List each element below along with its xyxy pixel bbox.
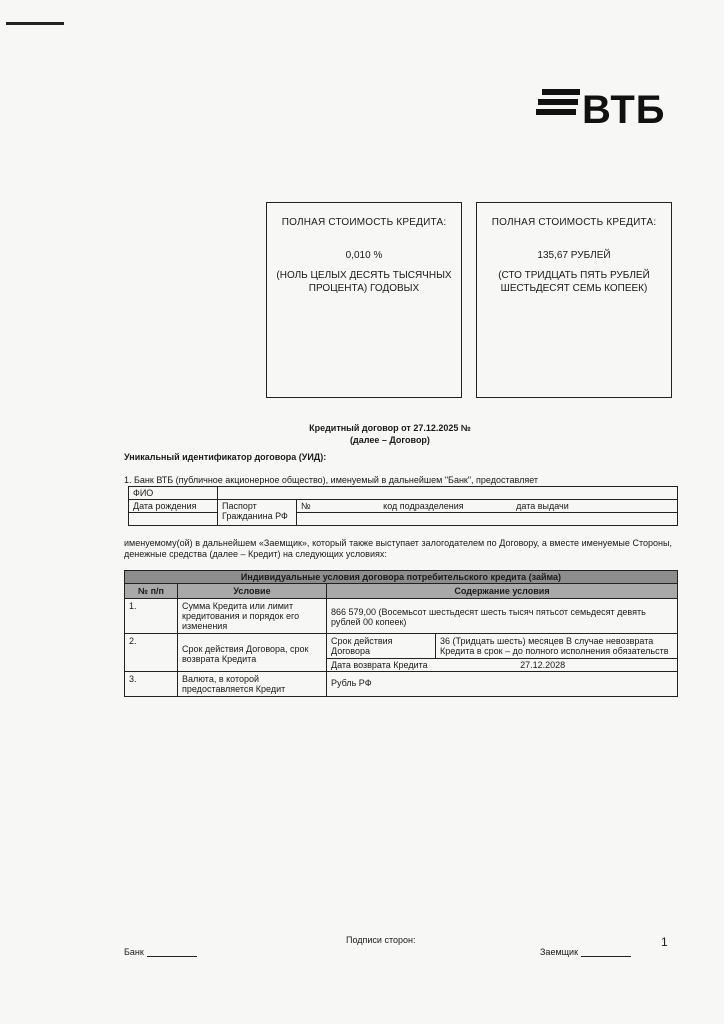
col-content-header: Содержание условия [327, 584, 678, 599]
term-subtable [327, 634, 677, 671]
fio-value [218, 487, 678, 500]
term-value: 36 (Тридцать шесть) месяцев В случае невозврата Кредита в срок – до полного исполнения обязательств [436, 634, 678, 659]
return-date-label: Дата возврата Кредита [331, 660, 428, 670]
full-cost-rub-box [476, 202, 672, 398]
vtb-logo [536, 86, 676, 136]
bank-signature-line [147, 956, 197, 957]
full-cost-rub-title: ПОЛНАЯ СТОИМОСТЬ КРЕДИТА: [491, 217, 657, 228]
row-condition: Срок действия Договора, срок возврата Кредита [178, 634, 327, 672]
contract-subtitle: (далее – Договор) [350, 435, 430, 445]
bank-signature-label: Банк [124, 947, 144, 957]
borrower-details-table [128, 486, 678, 526]
birth-date-value [129, 513, 218, 526]
issue-date-label: дата выдачи [516, 501, 569, 511]
full-cost-percent-words: (НОЛЬ ЦЕЛЫХ ДЕСЯТЬ ТЫСЯЧНЫХ ПРОЦЕНТА) ГОДОВЫХ [276, 270, 452, 294]
birth-date-label: Дата рождения [129, 500, 218, 513]
bank-signature [124, 947, 197, 957]
clause-1-text: 1. Банк ВТБ (публичное акционерное общество), именуемый в дальнейшем "Банк", предоставляет [124, 475, 539, 485]
passport-label: Паспорт Гражданина РФ [218, 500, 297, 526]
subdivision-code-label: код подразделения [383, 501, 464, 511]
signatures-caption: Подписи сторон: [346, 935, 416, 945]
row-condition: Валюта, в которой предоставляется Кредит [178, 672, 327, 697]
full-cost-percent-title: ПОЛНАЯ СТОИМОСТЬ КРЕДИТА: [281, 217, 447, 228]
conditions-table-title: Индивидуальные условия договора потребительского кредита (займа) [125, 571, 678, 584]
borrower-signature-label: Заемщик [540, 947, 579, 957]
col-number-header: № п/п [125, 584, 178, 599]
borrower-signature [540, 947, 631, 957]
logo-stripes-icon [536, 89, 580, 119]
row-content: Рубль РФ [327, 672, 678, 697]
term-label: Срок действия Договора [327, 634, 436, 659]
page-number: 1 [661, 935, 668, 949]
full-cost-percent-box [266, 202, 462, 398]
return-date-value: 27.12.2028 [520, 660, 566, 670]
logo-text: ВТБ [582, 88, 666, 132]
full-cost-rub-words: (СТО ТРИДЦАТЬ ПЯТЬ РУБЛЕЙ ШЕСТЬДЕСЯТ СЕМЬ КОПЕЕК) [498, 270, 650, 294]
uid-label: Уникальный идентификатор договора (УИД): [124, 452, 327, 462]
row-condition: Сумма Кредита или лимит кредитования и порядок его изменения [178, 599, 327, 634]
table-row [125, 634, 678, 672]
row-content: 866 579,00 (Восемьсот шестьдесят шесть тысяч пятьсот семьдесят девять рублей 00 копеек) [327, 599, 678, 634]
table-row [125, 672, 678, 697]
borrower-definition-text: именуемому(ой) в дальнейшем «Заемщик», который также выступает залогодателем по Договору, а вместе именуемые Стороны, денежные средства (далее – Кредит) на следующих условиях: [124, 538, 672, 559]
return-date-row [327, 659, 677, 672]
col-condition-header: Условие [178, 584, 327, 599]
passport-fields [297, 500, 678, 513]
row-number: 1. [125, 599, 178, 634]
individual-conditions-table [124, 570, 678, 697]
contract-title [300, 422, 480, 446]
row-number: 3. [125, 672, 178, 697]
full-cost-rub-value: 135,67 РУБЛЕЙ [537, 250, 611, 261]
scan-corner-mark [6, 22, 64, 25]
passport-values [297, 513, 678, 526]
fio-label: ФИО [129, 487, 218, 500]
borrower-signature-line [581, 956, 631, 957]
contract-title-line: Кредитный договор от 27.12.2025 № [309, 423, 471, 433]
row-number: 2. [125, 634, 178, 672]
row-content [327, 634, 678, 672]
passport-number-label: № [301, 501, 311, 511]
table-row [125, 599, 678, 634]
full-cost-percent-value: 0,010 % [345, 250, 383, 261]
